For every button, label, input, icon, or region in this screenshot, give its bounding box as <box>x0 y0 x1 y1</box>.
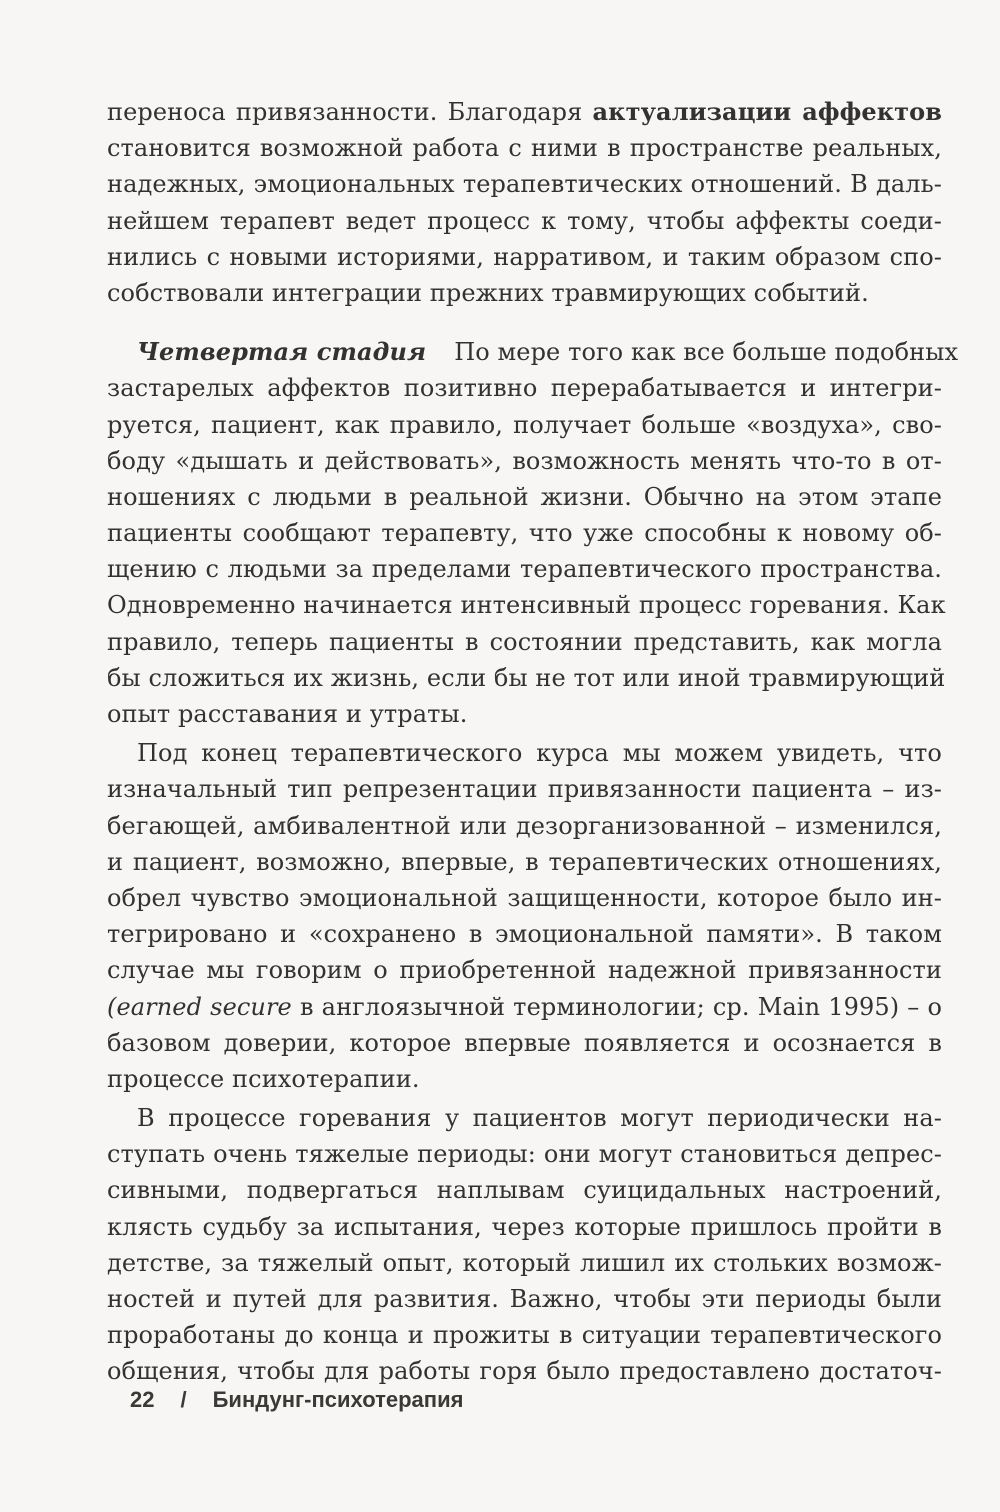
text-line <box>107 94 942 130</box>
page-footer <box>130 1387 463 1413</box>
text-line <box>107 989 942 1025</box>
text-line: становится возможной работа с ними в пространстве реальных, <box>107 134 942 163</box>
section-heading: Четвертая стадия <box>137 337 427 367</box>
text-line: нились с новыми историями, нарративом, и таким образом спо- <box>107 242 942 271</box>
text-line: щению с людьми за пределами терапевтического пространства. <box>107 555 942 584</box>
text-line: бегающей, амбивалентной или дезорганизованной – изменился, <box>107 811 942 840</box>
text-line: базовом доверии, которое впервые появляется и осознается в <box>107 1028 942 1057</box>
text-line: ностей и путей для развития. Важно, чтобы эти периоды были <box>107 1285 942 1313</box>
text-line: В процессе горевания у пациентов могут периодически на- <box>137 1104 942 1133</box>
text-line: Под конец терапевтического курса мы можем увидеть, что <box>137 739 942 768</box>
text-line: ступать очень тяжелые периоды: они могут становиться депрес- <box>107 1140 942 1169</box>
page-number: 22 <box>130 1387 155 1412</box>
paragraph <box>107 735 942 1097</box>
text-run: По мере того как все больше подобных <box>454 338 959 367</box>
text-line: общения, чтобы для работы горя было предоставлено достаточ- <box>107 1357 942 1386</box>
text-line: сивными, подвергаться наплывам суицидальных настроений, <box>107 1176 942 1205</box>
page-body <box>107 94 959 1390</box>
section-spacer <box>107 311 942 334</box>
text-line: тегрировано и «сохранено в эмоциональной памяти». В таком <box>107 920 942 949</box>
text-line: боду «дышать и действовать», возможность менять что-то в от- <box>107 446 942 475</box>
text-line: процессе психотерапии. <box>107 1064 420 1093</box>
text-line: Одновременно начинается интенсивный процесс горевания. Как <box>107 591 946 620</box>
text-line: нейшем терапевт ведет процесс к тому, чтобы аффекты соеди- <box>107 206 942 235</box>
text-line: проработаны до конца и прожиты в ситуации терапевтического <box>107 1321 942 1350</box>
footer-separator: / <box>180 1387 187 1412</box>
text-line: надежных, эмоциональных терапевтических отношений. В даль- <box>107 170 942 199</box>
text-line: руется, пациент, как правило, получает больше «воздуха», сво- <box>107 410 942 439</box>
bold-text: актуализации аффектов <box>592 97 942 126</box>
paragraph <box>107 1100 942 1390</box>
text-run: в англоязычной терминологии; ср. Main 1995) – о <box>291 992 943 1021</box>
text-line: правило, теперь пациенты в состоянии представить, как могла <box>107 627 942 656</box>
text-line: изначальный тип репрезентации привязанности пациента – из- <box>107 775 942 804</box>
section-fourth-stage <box>107 334 959 732</box>
text-line: бы сложиться их жизнь, если бы не тот или иной травмирующий <box>107 663 946 692</box>
text-line: собствовали интеграции прежних травмирующих событий. <box>107 278 869 307</box>
text-line: опыт расставания и утраты. <box>107 700 468 728</box>
running-title: Биндунг-психотерапия <box>212 1387 464 1412</box>
text-line: ношениях с людьми в реальной жизни. Обычно на этом этапе <box>107 482 942 511</box>
italic-term: (earned secure <box>107 992 292 1021</box>
text-line: пациенты сообщают терапевту, что уже способны к новому об- <box>107 519 942 548</box>
text-line: детстве, за тяжелый опыт, который лишил их стольких возмож- <box>107 1248 942 1277</box>
text-line <box>107 334 959 370</box>
text-line: и пациент, возможно, впервые, в терапевтических отношениях, <box>107 847 942 876</box>
text-line: застарелых аффектов позитивно перерабатывается и интегри- <box>107 374 942 403</box>
text-line: случае мы говорим о приобретенной надежной привязанности <box>107 956 942 985</box>
text-run: переноса привязанности. Благодаря <box>107 98 593 126</box>
text-line: обрел чувство эмоциональной защищенности, которое было ин- <box>107 883 942 912</box>
text-line: клясть судьбу за испытания, через которые пришлось пройти в <box>107 1212 942 1241</box>
paragraph <box>107 94 942 311</box>
